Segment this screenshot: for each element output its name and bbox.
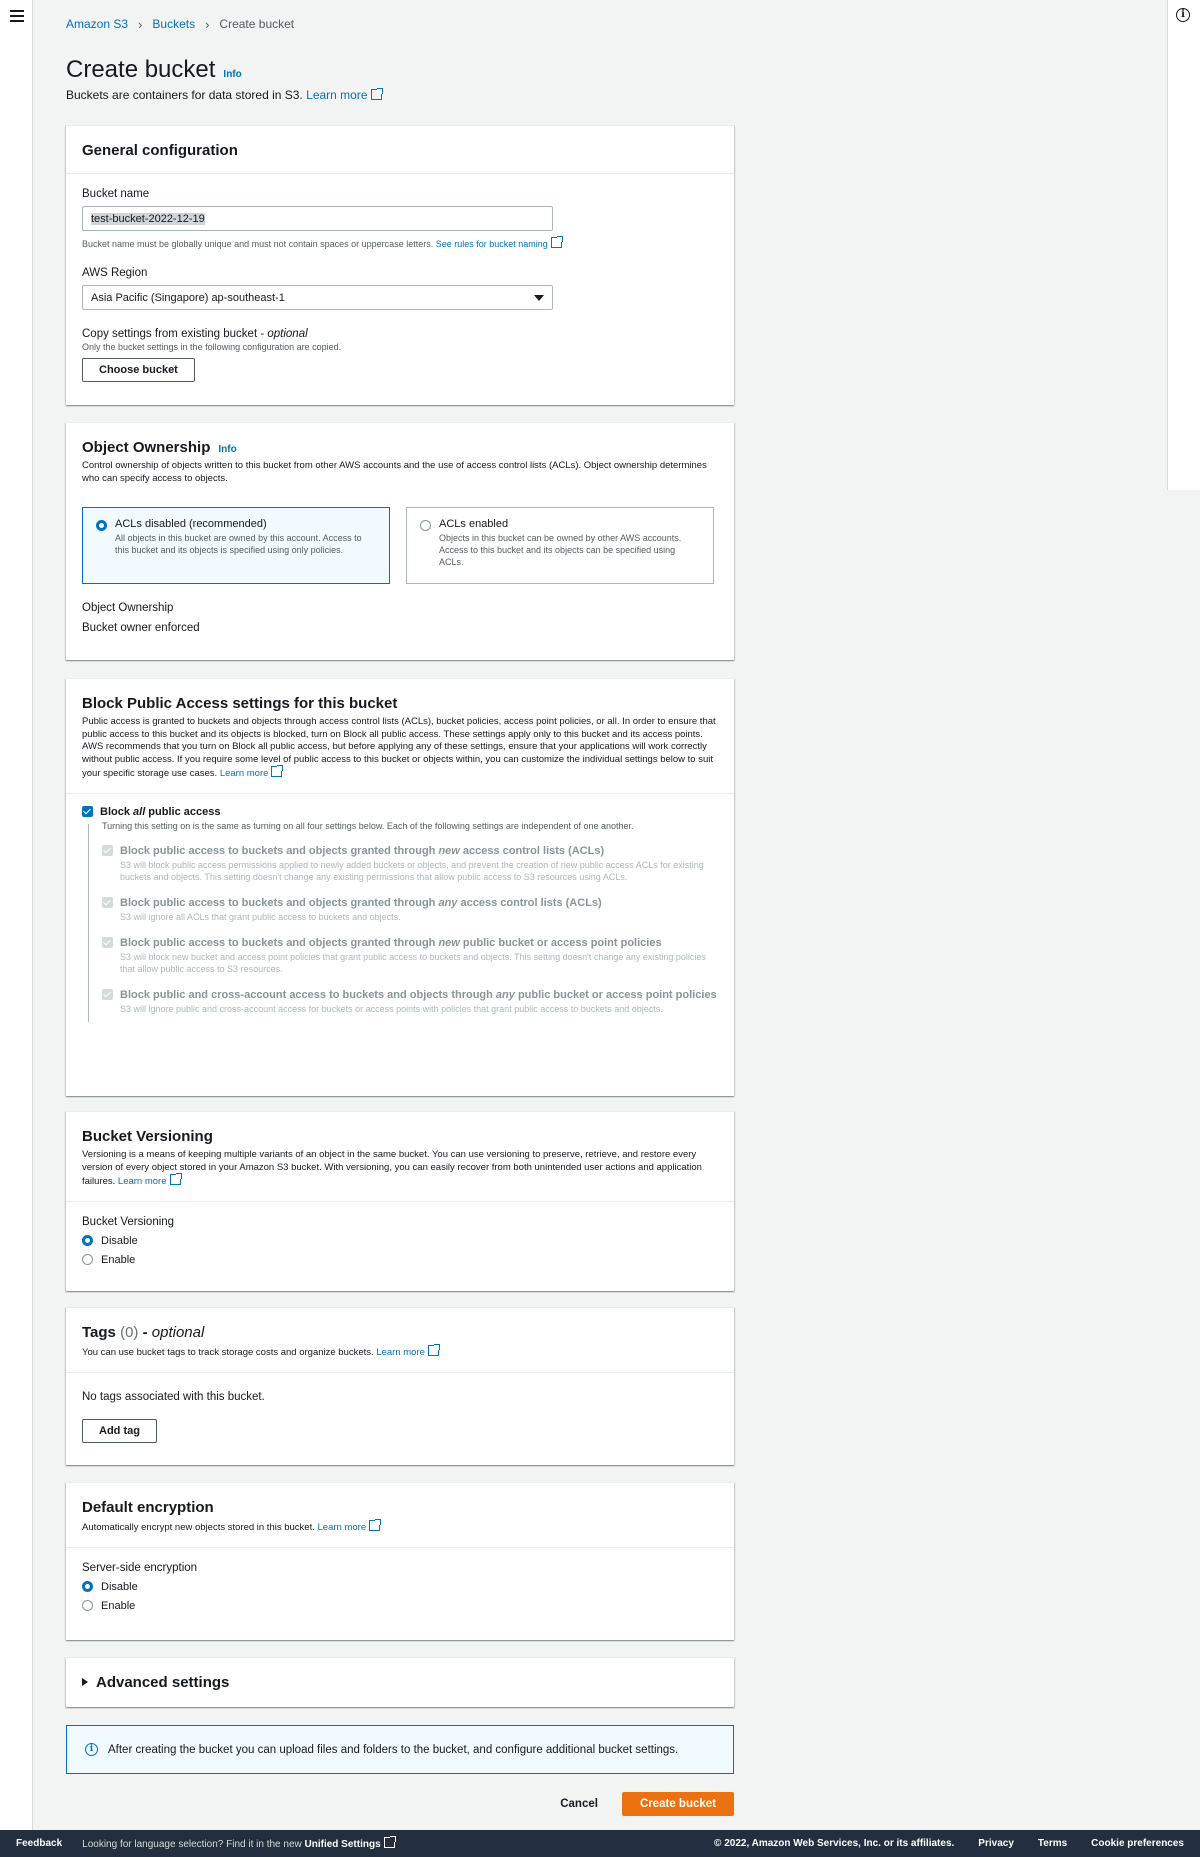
learn-more-link[interactable] — [306, 88, 381, 102]
page-title — [66, 56, 734, 84]
panel-body — [66, 794, 734, 1031]
bucket-versioning-panel — [66, 1111, 734, 1291]
lang-text: Looking for language selection? Find it in the new — [82, 1839, 305, 1850]
encryption-desc-text: Automatically encrypt new objects stored in this bucket. — [82, 1522, 315, 1533]
bpa-option-2 — [82, 897, 718, 923]
footer-links — [714, 1838, 1184, 1849]
learn-more-link[interactable] — [220, 768, 283, 779]
external-link-icon — [551, 237, 562, 248]
bucket-name-input[interactable] — [82, 206, 553, 231]
tags-desc — [82, 1345, 718, 1360]
option-post: public bucket or access point policies — [459, 936, 662, 949]
option-em: any — [438, 896, 458, 909]
create-bucket-button[interactable]: Create bucket — [622, 1792, 734, 1816]
unified-settings-link[interactable]: Unified Settings — [304, 1839, 381, 1850]
sse-enable-option[interactable] — [82, 1600, 718, 1612]
panel-title: General configuration — [82, 142, 238, 159]
radio-selected[interactable] — [82, 1581, 93, 1592]
learn-more-text[interactable]: Learn more — [117, 1176, 167, 1187]
copyright: © 2022, Amazon Web Services, Inc. or its affiliates. — [714, 1838, 955, 1849]
caret-down-icon — [534, 295, 544, 301]
panel-header — [66, 1308, 734, 1373]
sse-disable-option[interactable] — [82, 1581, 718, 1593]
bpa-option-4 — [82, 989, 718, 1015]
versioning-disable-option[interactable] — [82, 1235, 718, 1247]
bpa-desc-text: Public access is granted to buckets and objects through access control lists (ACLs), bucket policies, access point policies, or all. In order to ensure that public access to this bucket and its objects is blocked, turn on Block all public access. These settings apply only to this bucket and its access points. AWS recommends that you turn on Block all public access, but before applying any of these settings, ensure that your applications will work correctly without public access. If you require some level of public access to this bucket or objects within, you can customize the individual settings below to suit your specific storage use cases. — [82, 716, 716, 779]
encryption-desc — [82, 1520, 718, 1535]
panel-body — [66, 423, 734, 650]
optional-text: optional — [267, 328, 308, 340]
panel-title: Default encryption — [82, 1499, 214, 1516]
versioning-enable-option[interactable] — [82, 1254, 718, 1266]
breadcrumb-current: Create bucket — [219, 17, 295, 31]
feedback-link[interactable]: Feedback — [16, 1838, 63, 1849]
bpa-desc — [82, 716, 718, 781]
bpa-option-title — [120, 897, 602, 909]
learn-more-text[interactable]: Learn more — [306, 88, 368, 102]
learn-more-link[interactable] — [118, 1176, 181, 1187]
panel-body — [66, 1373, 734, 1459]
tags-desc-text: You can use bucket tags to track storage costs and organize buckets. — [82, 1347, 374, 1358]
block-all-desc: Turning this setting on is the same as turning on all four settings below. Each of the following settings are independent of one another. — [102, 820, 634, 831]
ownership-desc: Control ownership of objects written to this bucket from other AWS accounts and the use of access control lists (ACLs). Object ownership determines who can specify access to objects. — [82, 460, 707, 484]
sse-label: Server-side encryption — [82, 1561, 198, 1574]
panel-title: Bucket Versioning — [82, 1128, 213, 1145]
bpa-option-3 — [82, 937, 718, 975]
panel-header — [66, 1483, 734, 1548]
tile-desc: Objects in this bucket can be owned by other AWS accounts. Access to this bucket and its objects can be specified using ACLs. — [439, 533, 682, 567]
bucket-name-value[interactable]: test-bucket-2022-12-19 — [91, 212, 205, 225]
option-pre: Block public access to buckets and objects granted through — [120, 936, 439, 949]
tags-optional: optional — [151, 1324, 205, 1341]
tags-title: Tags — [82, 1324, 116, 1341]
advanced-settings-title: Advanced settings — [96, 1673, 230, 1691]
caret-right-icon — [82, 1678, 88, 1686]
cookie-preferences-link[interactable]: Cookie preferences — [1091, 1838, 1184, 1849]
option-label: Disable — [101, 1234, 138, 1247]
info-icon: i — [85, 1743, 98, 1756]
tile-title: ACLs disabled (recommended) — [115, 518, 267, 530]
radio-selected[interactable] — [96, 520, 107, 531]
tags-empty-text: No tags associated with this bucket. — [82, 1390, 265, 1403]
tile-desc: All objects in this bucket are owned by this account. Access to this bucket and its objects is specified using only policies. — [115, 533, 362, 555]
advanced-settings-panel[interactable] — [66, 1657, 734, 1707]
external-link-icon — [384, 1837, 395, 1848]
panel-header — [66, 1112, 734, 1202]
ownership-tiles — [82, 507, 718, 584]
checkbox-disabled[interactable] — [102, 845, 113, 856]
object-ownership-panel — [66, 422, 734, 660]
rules-text[interactable]: See rules for bucket naming — [435, 239, 548, 249]
panel-body — [66, 174, 734, 398]
learn-more-link[interactable] — [376, 1347, 439, 1358]
checkbox-disabled[interactable] — [102, 937, 113, 948]
copy-settings-label — [82, 328, 718, 340]
panel-body — [66, 1548, 734, 1628]
option-label: Enable — [101, 1253, 136, 1266]
privacy-link[interactable]: Privacy — [978, 1838, 1014, 1849]
alert-text: After creating the bucket you can upload files and folders to the bucket, and configure additional bucket settings. — [108, 1743, 679, 1756]
footer — [0, 1830, 1200, 1857]
option-label: Disable — [101, 1580, 138, 1593]
learn-more-text[interactable]: Learn more — [376, 1347, 425, 1358]
versioning-label: Bucket Versioning — [82, 1215, 175, 1228]
breadcrumb-buckets[interactable]: Buckets — [152, 17, 196, 31]
option-em: any — [495, 988, 515, 1001]
block-all-label — [100, 806, 220, 818]
info-link[interactable]: Info — [218, 444, 237, 455]
aws-region-value[interactable]: Asia Pacific (Singapore) ap-southeast-1 — [91, 291, 285, 304]
option-pre: Block public access to buckets and objects granted through — [120, 896, 439, 909]
external-link-icon — [170, 1174, 181, 1185]
radio-unselected[interactable] — [82, 1600, 93, 1611]
panel-header — [66, 126, 734, 174]
bucket-name-hint — [82, 237, 718, 249]
info-alert — [66, 1725, 734, 1774]
tags-count: (0) — [120, 1324, 139, 1341]
option-post: access control lists (ACLs) — [459, 844, 605, 857]
info-link[interactable]: Info — [223, 69, 242, 80]
learn-more-link[interactable] — [318, 1522, 381, 1533]
add-tag-button[interactable]: Add tag — [82, 1419, 157, 1443]
option-post: public bucket or access point policies — [514, 988, 717, 1001]
bucket-naming-rules-link[interactable] — [436, 239, 562, 249]
bpa-option-title — [120, 937, 718, 949]
option-em: new — [438, 936, 460, 949]
tools-rail — [1167, 0, 1200, 490]
page-desc-text: Buckets are containers for data stored in S3. — [66, 88, 303, 102]
page-title-text: Create bucket — [66, 56, 216, 83]
tags-panel — [66, 1307, 734, 1465]
bpa-option-desc: S3 will ignore public and cross-account access for buckets or access points with policies that grant public access to buckets and objects. — [120, 1003, 663, 1014]
default-encryption-panel — [66, 1482, 734, 1640]
block-all-pre: Block — [100, 805, 134, 818]
panel-body — [66, 1202, 734, 1282]
radio-unselected[interactable] — [420, 520, 431, 531]
option-pre: Block public access to buckets and objects granted through — [120, 844, 439, 857]
bpa-option-title — [120, 845, 718, 857]
option-label: Enable — [101, 1599, 136, 1612]
ownership-value: Bucket owner enforced — [82, 622, 200, 634]
language-notice — [82, 1837, 395, 1850]
panel-title — [82, 439, 718, 456]
form-actions — [560, 1792, 734, 1816]
option-post: access control lists (ACLs) — [457, 896, 602, 909]
copy-settings-hint: Only the bucket settings in the following configuration are copied. — [82, 342, 342, 352]
menu-icon[interactable] — [10, 10, 24, 22]
copy-settings-text: Copy settings from existing bucket - — [82, 328, 268, 340]
option-pre: Block public and cross-account access to buckets and objects through — [120, 988, 496, 1001]
tile-title: ACLs enabled — [439, 518, 509, 530]
main-content — [66, 0, 734, 1810]
block-public-access-panel — [66, 678, 734, 1096]
bpa-option-desc: S3 will block public access permissions applied to newly added buckets or objects, and prevent the creation of new public access ACLs for existing buckets and objects. This setting doesn't change any existing permissions that allow public access to S3 resources using ACLs. — [120, 859, 704, 882]
aws-region-label: AWS Region — [82, 267, 148, 279]
radio-selected[interactable] — [82, 1235, 93, 1246]
bpa-option-title — [120, 989, 717, 1001]
block-all-row[interactable] — [82, 806, 718, 818]
checkbox-disabled[interactable] — [102, 989, 113, 1000]
breadcrumb-amazon-s3[interactable]: Amazon S3 — [66, 17, 129, 31]
bpa-option-desc: S3 will block new bucket and access point policies that grant public access to buckets and objects. This setting doesn't change any existing policies that allow public access to S3 resources. — [120, 951, 706, 974]
general-configuration-panel — [66, 125, 734, 405]
panel-header — [66, 679, 734, 794]
radio-unselected[interactable] — [82, 1254, 93, 1265]
versioning-desc — [82, 1149, 718, 1189]
bucket-name-label: Bucket name — [82, 188, 150, 200]
block-all-checkbox[interactable] — [82, 806, 93, 817]
external-link-icon — [371, 89, 382, 100]
external-link-icon — [271, 766, 282, 777]
info-icon[interactable]: i — [1176, 8, 1190, 22]
bucket-name-hint-text: Bucket name must be globally unique and must not contain spaces or uppercase letters. — [82, 239, 434, 249]
tree-line — [88, 824, 89, 1022]
learn-more-text[interactable]: Learn more — [317, 1522, 367, 1533]
checkbox-disabled[interactable] — [102, 897, 113, 908]
panel-title: Block Public Access settings for this bucket — [82, 695, 398, 712]
aws-region-select[interactable] — [82, 285, 553, 310]
breadcrumb — [66, 0, 734, 48]
external-link-icon — [369, 1520, 380, 1531]
block-all-em: all — [133, 805, 146, 818]
chevron-right-icon: › — [138, 16, 143, 32]
learn-more-text[interactable]: Learn more — [219, 768, 269, 779]
external-link-icon — [428, 1345, 439, 1356]
acls-enabled-tile[interactable] — [406, 507, 714, 584]
terms-link[interactable]: Terms — [1037, 1838, 1068, 1849]
choose-bucket-button[interactable]: Choose bucket — [82, 358, 195, 382]
ownership-title: Object Ownership — [82, 439, 211, 456]
advanced-settings-toggle[interactable] — [66, 1658, 734, 1706]
acls-disabled-tile[interactable] — [82, 507, 390, 584]
ownership-label: Object Ownership — [82, 602, 174, 614]
bpa-option-desc: S3 will ignore all ACLs that grant public access to buckets and objects. — [120, 911, 401, 922]
option-em: new — [438, 844, 460, 857]
bpa-option-1 — [82, 845, 718, 883]
navigation-rail — [0, 0, 33, 1830]
block-all-post: public access — [145, 805, 221, 818]
versioning-desc-text: Versioning is a means of keeping multiple variants of an object in the same bucket. You can use versioning to preserve, retrieve, and restore every version of every object stored in your Amazon S3 bucket. With versioning, you can easily recover from both unintended user actions and application failures. — [82, 1149, 702, 1187]
panel-title: Tags (0) - optional — [82, 1324, 205, 1341]
page-description — [66, 88, 734, 102]
chevron-right-icon: › — [205, 16, 210, 32]
cancel-button[interactable]: Cancel — [560, 1798, 598, 1810]
